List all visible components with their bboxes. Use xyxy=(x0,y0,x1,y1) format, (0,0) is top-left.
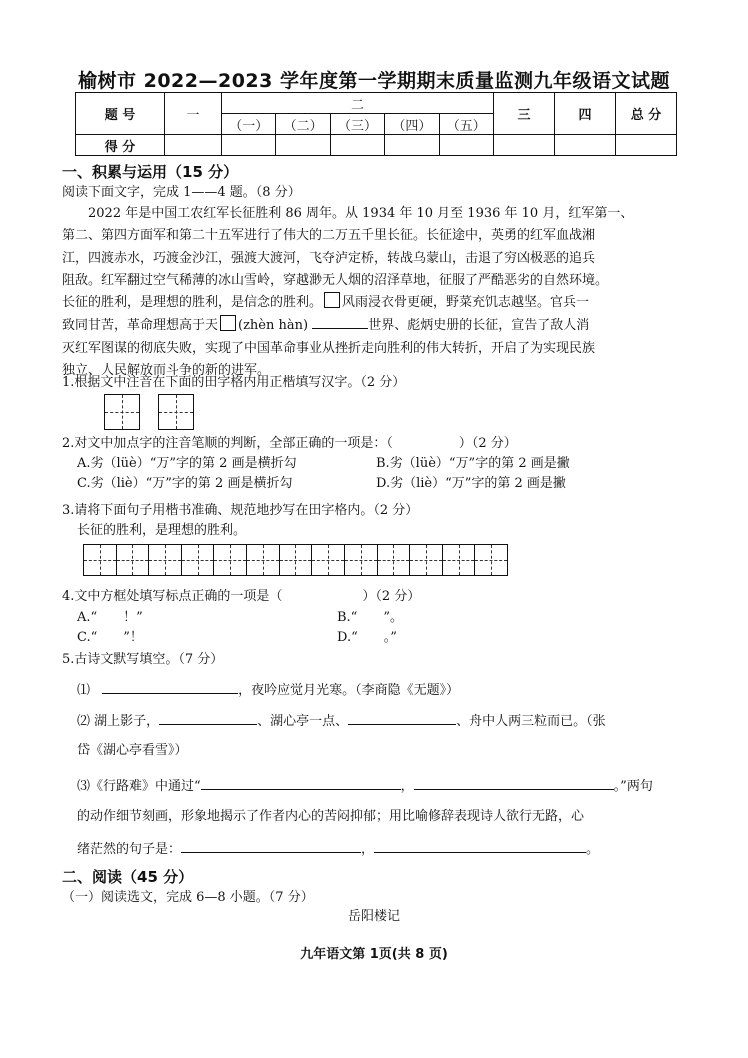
fill-blank[interactable] xyxy=(102,679,238,694)
score-cell[interactable] xyxy=(385,135,439,156)
section1-heading: 一、积累与运用（15 分） xyxy=(62,163,239,181)
passage-line: 致同甘苦，革命理想高于天 (zhèn hàn) 世界、彪炳史册的长征，宣告了敌人消 xyxy=(62,314,686,337)
fill-blank[interactable] xyxy=(414,775,614,790)
section1-intro: 阅读下面文字，完成 1——4 题。（8 分） xyxy=(62,185,301,200)
fill-blank[interactable] xyxy=(159,710,257,725)
score-sub-3: （三） xyxy=(330,114,384,135)
tianzige-cell[interactable] xyxy=(181,544,215,576)
tianzige-cell[interactable] xyxy=(409,544,443,576)
score-cell[interactable] xyxy=(222,135,276,156)
passage-line: 第二、第四方面军和第二十五军进行了伟大的二万五千里长征。长征途中，英勇的红军血战湘 xyxy=(62,228,596,244)
copy-grid[interactable] xyxy=(83,544,507,576)
score-table xyxy=(75,92,677,156)
option-c: C.“ ”！ xyxy=(77,630,143,645)
tianzige-cell[interactable] xyxy=(311,544,345,576)
score-cell[interactable] xyxy=(330,135,384,156)
punctuation-box[interactable] xyxy=(324,292,340,308)
score-cell[interactable] xyxy=(276,135,330,156)
tianzige-cell[interactable] xyxy=(246,544,280,576)
section2-heading: 二、阅读（45 分） xyxy=(62,868,194,886)
option-a: A.“ ！” xyxy=(77,610,143,625)
tianzige-cell[interactable] xyxy=(213,544,247,576)
copy-sentence: 长征的胜利，是理想的胜利。 xyxy=(77,523,247,538)
tianzige-cell[interactable] xyxy=(148,544,182,576)
question-1: 1.根据文中注音在下面的田字格内用正楷填写汉字。（2 分） xyxy=(62,375,406,390)
score-header-1: 一 xyxy=(165,93,222,135)
score-cell[interactable] xyxy=(165,135,222,156)
pinyin-blank[interactable] xyxy=(312,314,368,329)
passage-line: 独立、人民解放而斗争的新的进军。 xyxy=(62,363,271,379)
poem-fill-2: ⑵ 湖上影子， 、湖心亭一点、 、舟中人两三粒而已。（张 xyxy=(77,710,606,732)
score-sub-4: （四） xyxy=(385,114,439,135)
poem-fill-3-end: 绪茫然的句子是： ， 。 xyxy=(77,838,599,860)
score-header-2: 二 xyxy=(222,93,494,114)
section2-sub1: （一）阅读选文，完成 6—8 小题。（7 分） xyxy=(62,890,314,905)
score-sub-1: （一） xyxy=(222,114,276,135)
tianzige-cell[interactable] xyxy=(279,544,313,576)
poem-fill-3: ⑶《行路难》中通过“ ， 。”两句 xyxy=(77,775,653,797)
score-header-4: 四 xyxy=(555,93,616,135)
score-cell[interactable] xyxy=(555,135,616,156)
option-a: A.劣（lüè）“万”字的第 2 画是横折勾 xyxy=(77,456,297,471)
score-header-total: 总 分 xyxy=(616,93,677,135)
fill-blank[interactable] xyxy=(348,710,456,725)
page-title: 榆树市 2022—2023 学年度第一学期期末质量监测九年级语文试题 xyxy=(78,70,670,92)
tianzige-cell[interactable] xyxy=(83,544,117,576)
passage-line: 江，四渡赤水，巧渡金沙江，强渡大渡河，飞夺泸定桥，转战乌蒙山，击退了穷凶极恶的追兵 xyxy=(62,250,596,266)
page-footer: 九年语文第 1页(共 8 页) xyxy=(300,947,448,962)
fill-blank[interactable] xyxy=(201,775,401,790)
passage-line: 2022 年是中国工农红军长征胜利 86 周年。从 1934 年 10 月至 1936 年 10 月，红军第一、 xyxy=(88,206,634,221)
fill-blank[interactable] xyxy=(374,838,586,853)
passage-line: 灭红军图谋的彻底失败，实现了中国革命事业从挫折走向胜利的伟大转折，开启了为实现民族 xyxy=(62,340,596,356)
score-sub-2: （二） xyxy=(276,114,330,135)
option-d: D.劣（liè）“万”字的第 2 画是撇 xyxy=(376,476,566,491)
question-5: 5.古诗文默写填空。（7 分） xyxy=(62,652,224,667)
question-2: 2.对文中加点字的注音笔顺的判断，全部正确的一项是：（ ）（2 分） xyxy=(62,436,517,451)
tianzige-cell[interactable] xyxy=(158,394,194,430)
passage xyxy=(62,203,686,382)
option-d: D.“ 。” xyxy=(337,630,397,645)
tianzige-cell[interactable] xyxy=(474,544,508,576)
score-cell[interactable] xyxy=(494,135,555,156)
score-sub-5: （五） xyxy=(439,114,493,135)
option-b: B.劣（lüè）“万”字的第 2 画是撇 xyxy=(376,456,570,471)
poem-fill-2-cont: 岱《湖心亭看雪》） xyxy=(77,743,188,758)
punctuation-box[interactable] xyxy=(220,315,236,331)
article-title: 岳阳楼记 xyxy=(347,909,400,924)
question-4: 4.文中方框处填写标点正确的一项是（ ）（2 分） xyxy=(62,589,421,604)
passage-line: 长征的胜利，是理想的胜利，是信念的胜利。 风雨浸衣骨更硬，野菜充饥志越坚。官兵一 xyxy=(62,292,686,314)
score-cell[interactable] xyxy=(616,135,677,156)
tianzige-cell[interactable] xyxy=(116,544,150,576)
score-row-label: 得 分 xyxy=(76,135,165,156)
tianzige-cell[interactable] xyxy=(344,544,378,576)
tianzige-cell[interactable] xyxy=(377,544,411,576)
passage-line: 阻敌。红军翻过空气稀薄的冰山雪岭，穿越渺无人烟的沼泽草地，征服了严酷恶劣的自然环境。 xyxy=(62,272,609,288)
score-header-label: 题 号 xyxy=(76,93,165,135)
option-c: C.劣（liè）“万”字的第 2 画是横折勾 xyxy=(77,476,293,491)
tianzige-cell[interactable] xyxy=(442,544,476,576)
poem-fill-1: ⑴ ，夜吟应觉月光寒。（李商隐《无题》） xyxy=(77,679,459,701)
poem-fill-3-cont: 的动作细节刻画，形象地揭示了作者内心的苦闷抑郁；用比喻修辞表现诗人欲行无路，心 xyxy=(77,809,585,824)
fill-blank[interactable] xyxy=(181,838,361,853)
option-b: B.“ ”。 xyxy=(337,610,403,625)
score-cell[interactable] xyxy=(439,135,493,156)
score-header-3: 三 xyxy=(494,93,555,135)
tianzige-cell[interactable] xyxy=(104,394,140,430)
question-3: 3.请将下面句子用楷书准确、规范地抄写在田字格内。（2 分） xyxy=(62,503,419,518)
